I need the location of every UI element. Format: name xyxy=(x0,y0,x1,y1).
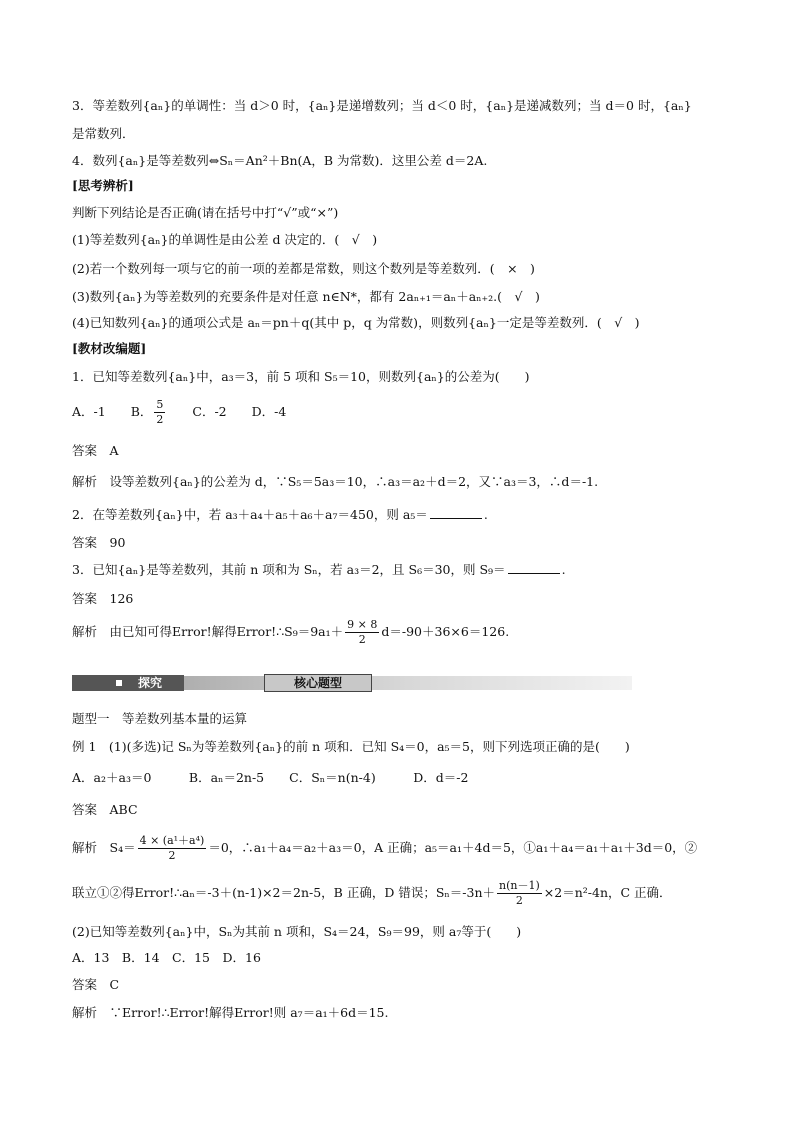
analysis-part-a: 联立①②得Error!∴aₙ＝-3＋(n-1)×2＝2n-5，B 正确，D 错误；Sₙ＝-3n＋ xyxy=(72,885,496,900)
analysis-ex1-1-cont xyxy=(72,879,672,908)
example-1-2-options: A．13 B．14 C．15 D．16 xyxy=(72,950,261,965)
fraction-nine-eight xyxy=(345,618,379,647)
line-monotonicity-cont: 是常数列． xyxy=(72,126,135,141)
answer-2: 答案 90 xyxy=(72,535,126,550)
fraction-numerator: 9 × 8 xyxy=(347,618,378,631)
example-1-2: (2)已知等差数列{aₙ}中，Sₙ为其前 n 项和，S₄＝24，S₉＝99，则 a₇等于( ) xyxy=(72,924,522,939)
fraction-denominator: 2 xyxy=(358,633,366,646)
question-1: 1．已知等差数列{aₙ}中，a₃＝3，前 5 项和 S₅＝10，则数列{aₙ}的公差为( ) xyxy=(72,369,530,384)
example-1-1: 例 1 (1)(多选)记 Sₙ为等差数列{aₙ}的前 n 项和．已知 S₄＝0，a₅＝5，则下列选项正确的是( ) xyxy=(72,739,630,754)
section-banner xyxy=(72,673,632,693)
question-2: 2．在等差数列{aₙ}中，若 a₃＋a₄＋a₅＋a₆＋a₇＝450，则 a₅＝ . xyxy=(72,507,488,522)
analysis-3-part-a: 解析 由已知可得Error!解得Error!∴S₉＝9a₁＋ xyxy=(72,624,344,639)
fraction-numerator: 5 xyxy=(156,398,164,411)
fraction-sn xyxy=(497,879,542,908)
fraction-numerator: 4 × (a¹＋a⁴) xyxy=(139,834,205,847)
square-icon xyxy=(116,680,122,686)
answer-blank xyxy=(430,508,482,519)
judge-item-4: (4)已知数列{aₙ}的通项公式是 aₙ＝pn＋q(其中 p，q 为常数)，则数列{aₙ}一定是等差数列．( √ ) xyxy=(72,315,640,330)
analysis-3-part-b: d＝-90＋36×6＝126. xyxy=(381,624,510,639)
analysis-part-b: ×2＝n²-4n，C 正确． xyxy=(543,885,672,900)
example-1-1-options: A．a₂＋a₃＝0 B．aₙ＝2n-5 C．Sₙ＝n(n-4) D．d＝-2 xyxy=(72,770,469,785)
analysis-ex1-1 xyxy=(72,834,697,863)
section-thinking: [思考辨析] xyxy=(72,178,134,193)
answer-ex1-1: 答案 ABC xyxy=(72,802,138,817)
fraction-s4 xyxy=(138,834,207,863)
banner-tab-core: 核心题型 xyxy=(264,674,372,692)
analysis-part-a: 解析 S₄＝ xyxy=(72,840,136,855)
question-1-options xyxy=(72,398,286,427)
banner-tab-explore: 探究 xyxy=(72,675,184,691)
analysis-part-b: ＝0，∴a₁＋a₄＝a₂＋a₃＝0，A 正确；a₅＝a₁＋4d＝5，①a₁＋a₄＝a₁＋a₁＋3d＝0，② xyxy=(208,840,698,855)
section-textbook: [教材改编题] xyxy=(72,341,147,356)
analysis-1: 解析 设等差数列{aₙ}的公差为 d，∵S₅＝5a₃＝10，∴a₃＝a₂＋d＝2，又∵a₃＝3，∴d＝-1. xyxy=(72,474,599,489)
answer-3: 答案 126 xyxy=(72,591,134,606)
fraction-denominator: 2 xyxy=(515,894,523,907)
analysis-3 xyxy=(72,618,509,647)
answer-blank xyxy=(508,563,560,574)
fraction-five-halves xyxy=(154,398,165,427)
topic-1-heading: 题型一 等差数列基本量的运算 xyxy=(72,711,248,726)
question-2-text: 2．在等差数列{aₙ}中，若 a₃＋a₄＋a₅＋a₆＋a₇＝450，则 a₅＝ xyxy=(72,507,428,522)
line-judge-instruction: 判断下列结论是否正确(请在括号中打“√”或“×”) xyxy=(72,205,339,220)
judge-item-1: (1)等差数列{aₙ}的单调性是由公差 d 决定的．( √ ) xyxy=(72,232,378,247)
options-part-b: C．-2 D．-4 xyxy=(167,404,287,419)
question-3-text: 3．已知{aₙ}是等差数列，其前 n 项和为 Sₙ，若 a₃＝2，且 S₆＝30，则 S₉＝ xyxy=(72,562,506,577)
answer-ex1-2: 答案 C xyxy=(72,977,120,992)
judge-item-3: (3)数列{aₙ}为等差数列的充要条件是对任意 n∈N*，都有 2aₙ₊₁＝aₙ＋aₙ₊₂.( √ ) xyxy=(72,289,540,304)
fraction-denominator: 2 xyxy=(156,413,164,426)
question-3: 3．已知{aₙ}是等差数列，其前 n 项和为 Sₙ，若 a₃＝2，且 S₆＝30，则 S₉＝ . xyxy=(72,562,566,577)
answer-1: 答案 A xyxy=(72,443,119,458)
judge-item-2: (2)若一个数列每一项与它的前一项的差都是常数，则这个数列是等差数列．( × ) xyxy=(72,261,535,276)
line-monotonicity: 3．等差数列{aₙ}的单调性：当 d＞0 时，{aₙ}是递增数列；当 d＜0 时，{aₙ}是递减数列；当 d＝0 时，{aₙ} xyxy=(72,98,692,113)
analysis-ex1-2: 解析 ∵Error!∴Error!解得Error!则 a₇＝a₁＋6d＝15. xyxy=(72,1005,389,1020)
fraction-denominator: 2 xyxy=(168,849,176,862)
line-sum-formula: 4．数列{aₙ}是等差数列⇔Sₙ＝An²＋Bn(A，B 为常数)．这里公差 d＝2A. xyxy=(72,153,488,168)
fraction-numerator: n(n－1) xyxy=(499,879,540,892)
options-part-a: A．-1 B． xyxy=(72,404,153,419)
